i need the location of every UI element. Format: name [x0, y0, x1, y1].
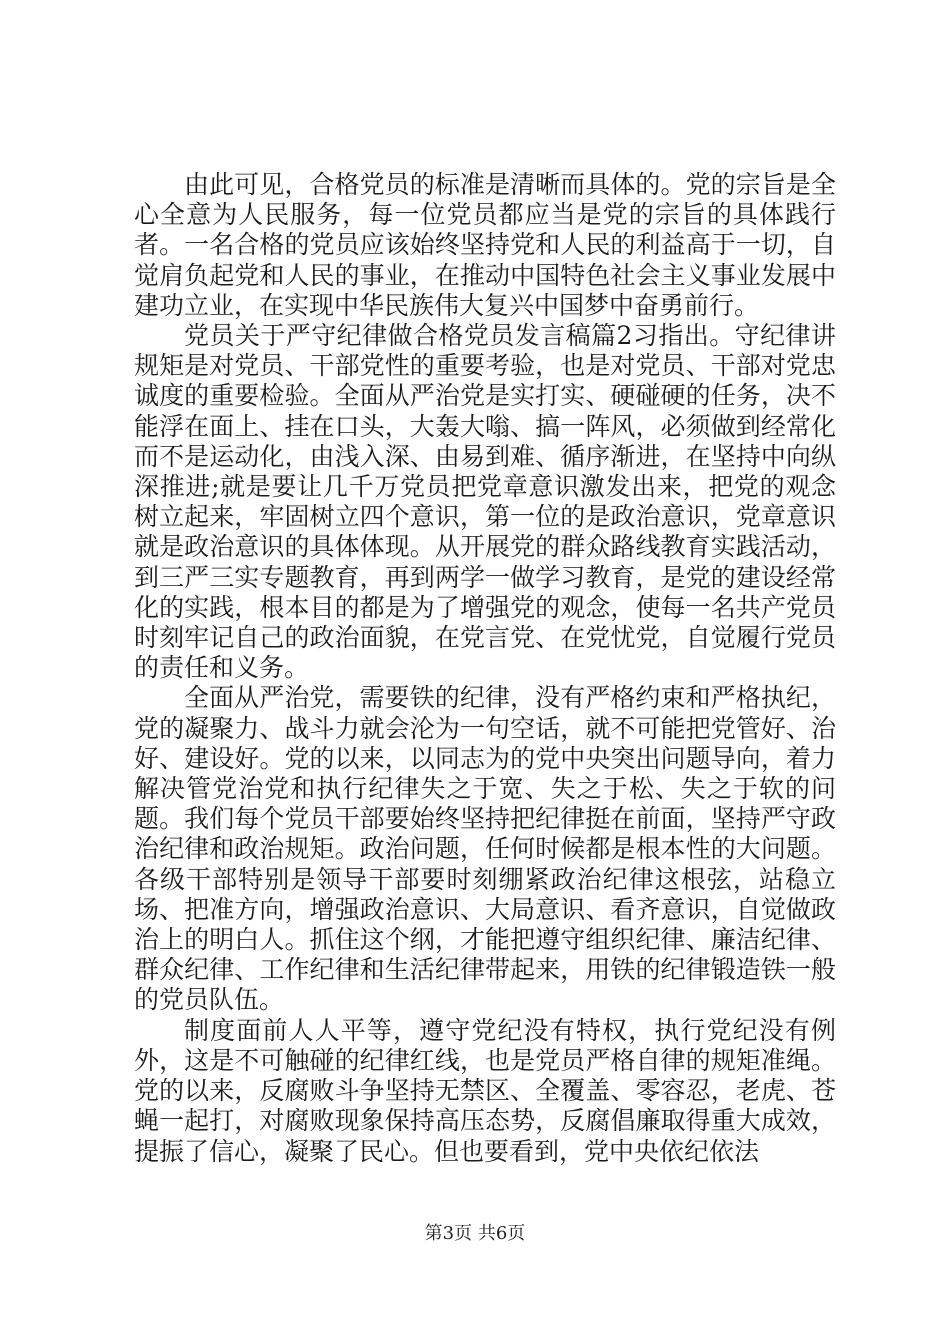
paragraph-4: 制度面前人人平等，遵守党纪没有特权，执行党纪没有例外，这是不可触碰的纪律红线，也是党员严格自律的规矩准绳。党的以来，反腐败斗争坚持无禁区、全覆盖、零容忍，老虎、苍蝇一起打，对腐败现象保持高压态势，反腐倡廉取得重大成效，提振了信心，凝聚了民心。但也要看到，党中央依纪依法 [134, 1015, 836, 1166]
document-body [134, 170, 836, 1167]
paragraph-3: 全面从严治党，需要铁的纪律，没有严格约束和严格执纪，党的凝聚力、战斗力就会沦为一句空话，就不可能把党管好、治好、建设好。党的以来，以同志为的党中央突出问题导向，着力解决管党治党和执行纪律失之于宽、失之于松、失之于软的问题。我们每个党员干部要始终坚持把纪律挺在前面，坚持严守政治纪律和政治规矩。政治问题，任何时候都是根本性的大问题。各级干部特别是领导干部要时刻绷紧政治纪律这根弦，站稳立场、把准方向，增强政治意识、大局意识、看齐意识，自觉做政治上的明白人。抓住这个纲，才能把遵守组织纪律、廉洁纪律、群众纪律、工作纪律和生活纪律带起来，用铁的纪律锻造铁一般的党员队伍。 [134, 683, 836, 1015]
page-footer: 第3页 共6页 [424, 1223, 526, 1244]
paragraph-2: 党员关于严守纪律做合格党员发言稿篇2习指出。守纪律讲规矩是对党员、干部党性的重要考验，也是对党员、干部对党忠诚度的重要检验。全面从严治党是实打实、硬碰硬的任务，决不能浮在面上、挂在口头，大轰大嗡、搞一阵风，必须做到经常化而不是运动化，由浅入深、由易到难、循序渐进，在坚持中向纵深推进;就是要让几千万党员把党章意识激发出来，把党的观念树立起来，牢固树立四个意识，第一位的是政治意识，党章意识就是政治意识的具体体现。从开展党的群众路线教育实践活动，到三严三实专题教育，再到两学一做学习教育，是党的建设经常化的实践，根本目的都是为了增强党的观念，使每一名共产党员时刻牢记自己的政治面貌，在党言党、在党忧党，自觉履行党员的责任和义务。 [134, 321, 836, 683]
paragraph-1: 由此可见，合格党员的标准是清晰而具体的。党的宗旨是全心全意为人民服务，每一位党员都应当是党的宗旨的具体践行者。一名合格的党员应该始终坚持党和人民的利益高于一切，自觉肩负起党和人民的事业，在推动中国特色社会主义事业发展中建功立业，在实现中华民族伟大复兴中国梦中奋勇前行。 [134, 170, 836, 320]
